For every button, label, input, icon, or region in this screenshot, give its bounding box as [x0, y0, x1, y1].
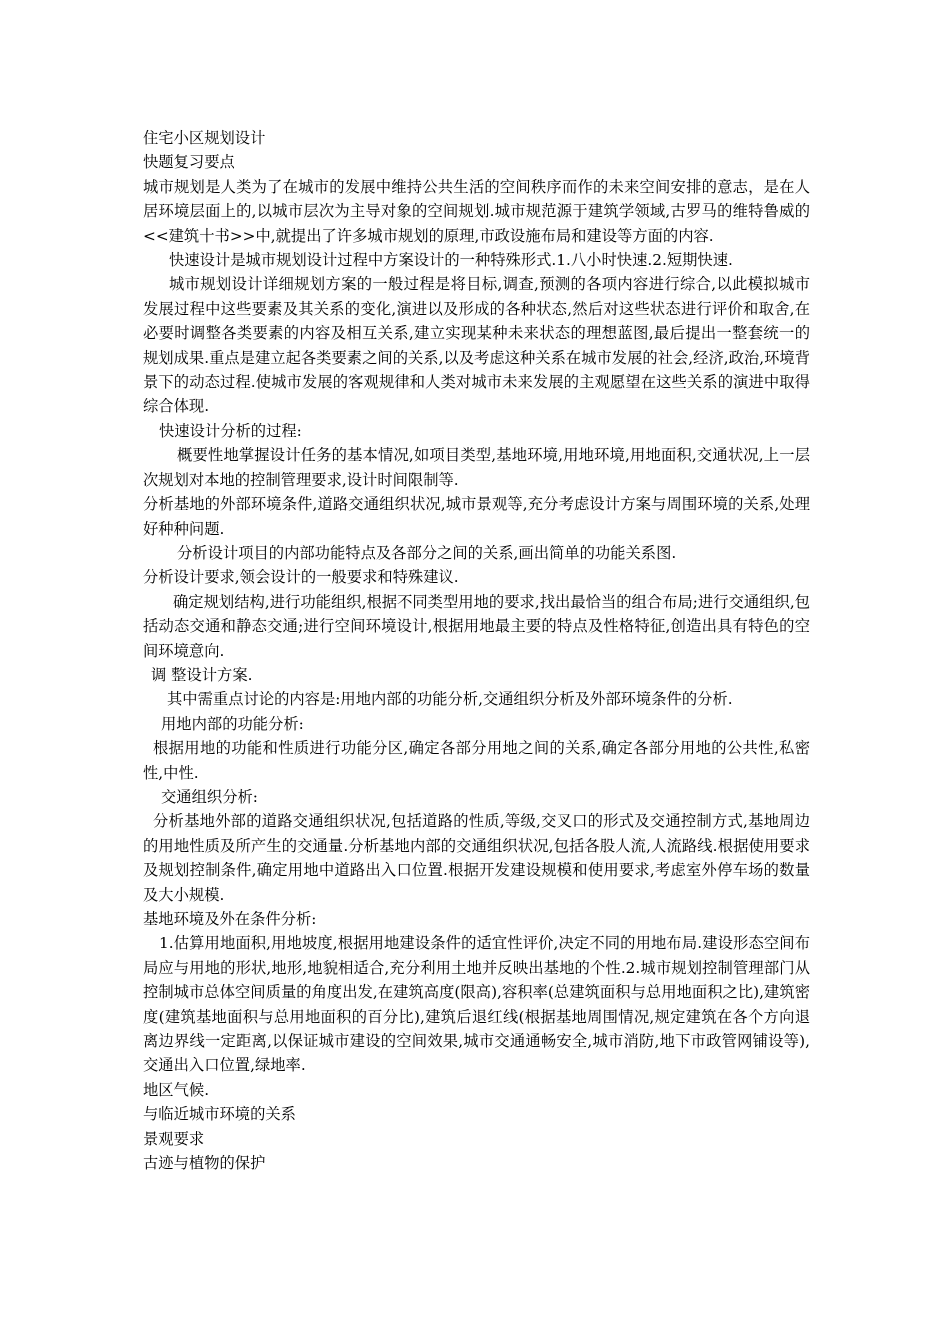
paragraph: 古迹与植物的保护: [143, 1154, 266, 1173]
document-body: [143, 126, 810, 1175]
section-heading: 快速设计分析的过程:: [159, 421, 302, 440]
paragraph: 根据用地的功能和性质进行功能分区,确定各部分用地之间的关系,确定各部分用地的公共性,私密性,中性.: [143, 739, 810, 782]
paragraph: 城市规划是人类为了在城市的发展中维持公共生活的空间秩序而作的未来空间安排的意志，是在人居环境层面上的,以城市层次为主导对象的空间规划.城市规范源于建筑学领域,古罗马的维特鲁威的<<建筑十书>>中,就提出了许多城市规划的原理,市政设施布局和建设等方面的内容.: [143, 177, 810, 245]
paragraph: 概要性地掌握设计任务的基本情况,如项目类型,基地环境,用地环境,用地面积,交通状况,上一层次规划对本地的控制管理要求,设计时间限制等.: [143, 446, 810, 489]
section-heading: 用地内部的功能分析:: [161, 714, 304, 733]
section-heading: 基地环境及外在条件分析:: [143, 910, 317, 928]
document-subtitle: 快题复习要点: [143, 153, 235, 172]
paragraph: 景观要求: [143, 1129, 205, 1148]
paragraph: 分析设计项目的内部功能特点及各部分之间的关系,画出简单的功能关系图.: [177, 543, 677, 562]
section-heading: 交通组织分析:: [161, 787, 258, 806]
paragraph: 分析设计要求,领会设计的一般要求和特殊建议.: [143, 568, 459, 587]
paragraph: 调 整设计方案.: [151, 665, 253, 684]
paragraph: 快速设计是城市规划设计过程中方案设计的一种特殊形式.1.八小时快速.2.短期快速.: [169, 251, 733, 270]
paragraph: 与临近城市环境的关系: [143, 1105, 296, 1124]
paragraph: 确定规划结构,进行功能组织,根据不同类型用地的要求,找出最恰当的组合布局;进行交通组织,包括动态交通和静态交通;进行空间环境设计,根据用地最主要的特点及性格特征,创造出具有特色的空间环境意向.: [143, 592, 810, 660]
paragraph: 分析基地的外部环境条件,道路交通组织状况,城市景观等,充分考虑设计方案与周围环境的关系,处理好种种问题.: [143, 495, 810, 538]
paragraph: 1.估算用地面积,用地坡度,根据用地建设条件的适宜性评价,决定不同的用地布局.建设形态空间布局应与用地的形状,地形,地貌相适合,充分利用土地并反映出基地的个性.2.城市规划控制管理部门从控制城市总体空间质量的角度出发,在建筑高度(限高),容积率(总建筑面积与总用地面积之比),建筑密度(建筑基地面积与总用地面积的百分比),建筑后退红线(根据基地周围情况,规定建筑在各个方向退离边界线一定距离,以保证城市建设的空间效果,城市交通通畅安全,城市消防,地下市政管网铺设等),交通出入口位置,绿地率.: [143, 934, 810, 1075]
paragraph: 分析基地外部的道路交通组织状况,包括道路的性质,等级,交叉口的形式及交通控制方式,基地周边的用地性质及所产生的交通量.分析基地内部的交通组织状况,包括各股人流,人流路线.根据使用要求及规划控制条件,确定用地中道路出入口位置.根据开发建设规模和使用要求,考虑室外停车场的数量及大小规模.: [143, 812, 810, 904]
paragraph: 城市规划设计详细规划方案的一般过程是将目标,调查,预测的各项内容进行综合,以此模拟城市发展过程中这些要素及其关系的变化,演进以及形成的各种状态,然后对这些状态进行评价和取舍,在必要时调整各类要素的内容及相互关系,建立实现某种未来状态的理想蓝图,最后提出一整套统一的规划成果.重点是建立起各类要素之间的关系,以及考虑这种关系在城市发展的社会,经济,政治,环境背景下的动态过程.使城市发展的客观规律和人类对城市未来发展的主观愿望在这些关系的演进中取得综合体现.: [143, 275, 810, 416]
document-title: 住宅小区规划设计: [143, 129, 266, 147]
paragraph: 地区气候.: [143, 1080, 210, 1099]
paragraph: 其中需重点讨论的内容是:用地内部的功能分析,交通组织分析及外部环境条件的分析.: [167, 690, 733, 709]
